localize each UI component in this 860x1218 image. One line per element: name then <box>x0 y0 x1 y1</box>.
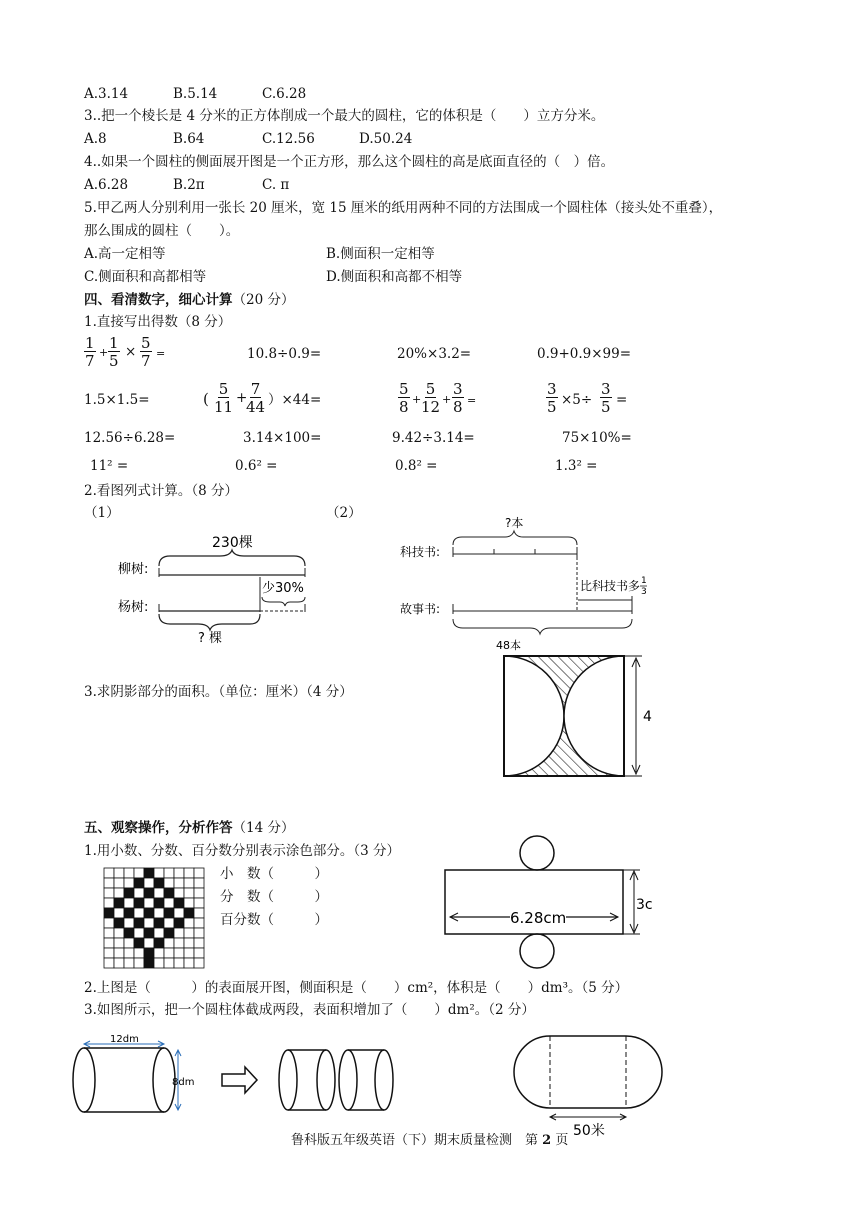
grid-cell <box>114 958 124 968</box>
numerator: 3 <box>547 380 557 398</box>
numerator: 7 <box>250 380 261 398</box>
numerator: 5 <box>425 380 436 398</box>
fig1-total-label: 230棵 <box>212 535 253 551</box>
fig2-frac-den: 3 <box>641 587 647 597</box>
fig2-segment-diagram <box>395 512 665 652</box>
op-eq: = <box>616 392 628 408</box>
grid-cell <box>114 908 124 918</box>
s4-p1-title: 1.直接写出得数（8 分） <box>84 314 232 330</box>
numerator: 3 <box>453 380 463 398</box>
grid-cell <box>104 948 114 958</box>
grid-cell <box>174 918 184 928</box>
q2-option-c: C.6.28 <box>262 86 307 102</box>
grid-cell <box>184 898 194 908</box>
denominator: 7 <box>85 352 95 370</box>
grid-cell <box>114 928 124 938</box>
grid-cell <box>134 958 144 968</box>
grid-cell <box>114 938 124 948</box>
grid-cell <box>164 918 174 928</box>
grid-cell <box>114 948 124 958</box>
grid-cell <box>184 878 194 888</box>
grid-cell <box>154 948 164 958</box>
section5-heading <box>84 822 294 836</box>
s5-p3-title: 3.如图所示，把一个圆柱体截成两段，表面积增加了（ ）dm²。（2 分） <box>84 1002 535 1018</box>
fig1-unknown-label: ? 棵 <box>198 631 223 646</box>
grid-cell <box>194 898 204 908</box>
grid-cell <box>174 948 184 958</box>
grid-cell <box>174 888 184 898</box>
grid-cell <box>184 908 194 918</box>
fig2-more-label: 比科技书多 <box>580 579 641 593</box>
fig3-dimension: 4 <box>643 709 652 725</box>
cyl-length-label: 12dm <box>110 1034 139 1045</box>
numerator: 5 <box>218 380 229 398</box>
op-eq: = <box>156 347 166 360</box>
op-times-div: ×5÷ <box>561 392 593 408</box>
grid-cell <box>124 948 134 958</box>
fraction <box>140 336 152 369</box>
net-length-label: 6.28cm <box>510 909 567 927</box>
fraction <box>600 382 612 415</box>
calc-r1c4: 0.9+0.9×99= <box>537 346 632 362</box>
grid-cell <box>134 918 144 928</box>
footer-text: 鲁科版五年级英语（下）期末质量检测 第 <box>291 1133 543 1148</box>
calc-r4c1: 11² = <box>90 458 129 474</box>
q2-option-a: A.3.14 <box>84 86 129 102</box>
q4-text: 4..如果一个圆柱的侧面展开图是一个正方形，那么这个圆柱的高是底面直径的（ ）倍。 <box>84 154 615 170</box>
grid-cell <box>184 918 194 928</box>
denominator: 5 <box>109 352 119 370</box>
grid-cell <box>194 878 204 888</box>
section5-title: 五、观察操作，分析作答 <box>84 820 233 836</box>
fraction <box>398 382 410 415</box>
grid-cell <box>124 888 134 898</box>
fraction <box>452 382 464 415</box>
grid-cell <box>104 938 114 948</box>
q5-option-c: C.侧面积和高都相等 <box>84 269 207 285</box>
denominator: 12 <box>421 398 441 416</box>
grid-cell <box>164 908 174 918</box>
grid-cell <box>114 888 124 898</box>
grid-cell <box>184 938 194 948</box>
grid-cell <box>164 898 174 908</box>
grid-cell <box>194 868 204 878</box>
fig1-segment-diagram <box>116 530 316 650</box>
section4-heading <box>84 294 294 308</box>
grid-cell <box>174 958 184 968</box>
numerator: 3 <box>601 380 611 398</box>
grid-cell <box>154 938 164 948</box>
grid-cell <box>164 888 174 898</box>
grid-cell <box>144 958 154 968</box>
grid-cell <box>194 908 204 918</box>
q5-option-a: A.高一定相等 <box>84 246 166 262</box>
grid-cell <box>174 868 184 878</box>
fig2-total-label: 48本 <box>496 639 521 652</box>
calc-r4c4: 1.3² = <box>555 458 598 474</box>
denominator: 7 <box>141 352 151 370</box>
op-plus: + <box>442 393 452 406</box>
op-eq: = <box>467 394 477 407</box>
grid-cell <box>154 868 164 878</box>
cylinder-cut-figure <box>70 1030 390 1120</box>
grid-cell <box>124 898 134 908</box>
calc-r3c2: 3.14×100= <box>243 430 322 446</box>
grid-cell <box>144 948 154 958</box>
grid-cell <box>164 938 174 948</box>
fraction <box>214 382 233 415</box>
denominator: 8 <box>399 398 409 416</box>
grid-cell <box>144 928 154 938</box>
fig2-science-label: 科技书: <box>400 545 441 559</box>
grid-cell <box>194 888 204 898</box>
grid-cell <box>104 918 114 928</box>
denominator: 8 <box>453 398 463 416</box>
q3-option-c: C.12.56 <box>262 131 315 147</box>
grid-cell <box>134 898 144 908</box>
grid-cell <box>144 898 154 908</box>
grid-cell <box>114 868 124 878</box>
page-footer <box>291 1134 568 1147</box>
fig1-less-label: 少30% <box>262 581 304 596</box>
grid-cell <box>154 898 164 908</box>
grid-cell <box>194 938 204 948</box>
grid-cell <box>124 868 134 878</box>
grid-cell <box>124 908 134 918</box>
q3-text: 3..把一个棱长是 4 分米的正方体削成一个最大的圆柱，它的体积是（ ）立方分米。 <box>84 108 605 124</box>
denominator: 44 <box>246 398 266 416</box>
section4-score: （20 分） <box>232 292 295 308</box>
page-number: 2 <box>542 1133 552 1148</box>
grid-cell <box>114 918 124 928</box>
grid-cell <box>184 888 194 898</box>
numerator: 1 <box>109 334 119 352</box>
calc-r3c4: 75×10%= <box>562 430 632 446</box>
grid-cell <box>184 948 194 958</box>
section5-score: （14 分） <box>232 820 295 836</box>
decimal-label: 小 数（ ） <box>220 866 328 882</box>
q5-line1: 5.甲乙两人分别利用一张长 20 厘米，宽 15 厘米的纸用两种不同的方法围成一个圆柱体（接头处不重叠）， <box>84 200 723 216</box>
grid-cell <box>144 918 154 928</box>
grid-cell <box>124 938 134 948</box>
grid-cell <box>134 948 144 958</box>
fig2-frac-num: 1 <box>641 576 647 586</box>
op-plus: + <box>236 390 248 406</box>
calc-r3c1: 12.56÷6.28= <box>84 430 176 446</box>
grid-cell <box>154 918 164 928</box>
q4-option-c: C. π <box>262 177 290 193</box>
numerator: 5 <box>399 380 409 398</box>
grid-cell <box>104 868 114 878</box>
grid-cell <box>104 898 114 908</box>
grid-cell <box>154 888 164 898</box>
grid-cell <box>184 928 194 938</box>
fraction <box>108 336 120 369</box>
fig1-willow-label: 柳树: <box>118 562 149 577</box>
grid-cell <box>144 868 154 878</box>
fig1-label: （1） <box>84 505 120 521</box>
percent-label: 百分数（ ） <box>220 912 328 928</box>
footer-suffix: 页 <box>551 1133 569 1148</box>
grid-cell <box>154 928 164 938</box>
s4-p2-title: 2.看图列式计算。（8 分） <box>84 483 239 499</box>
grid-cell <box>184 958 194 968</box>
grid-cell <box>144 888 154 898</box>
paren-right: ）×44= <box>268 392 322 408</box>
denominator: 11 <box>214 398 234 416</box>
q3-option-d: D.50.24 <box>359 131 413 147</box>
grid-cell <box>184 868 194 878</box>
track-width-label: 50米 <box>573 1123 605 1139</box>
cylinder-net <box>440 830 660 980</box>
fraction-label: 分 数（ ） <box>220 889 328 905</box>
grid-cell <box>144 878 154 888</box>
shaded-grid <box>104 868 204 968</box>
q3-option-b: B.64 <box>173 131 205 147</box>
q5-option-d: D.侧面积和高都不相等 <box>326 269 463 285</box>
denominator: 5 <box>547 398 557 416</box>
grid-cell <box>104 888 114 898</box>
section4-title: 四、看清数字，细心计算 <box>84 292 233 308</box>
q5-line2: 那么围成的圆柱（ ）。 <box>84 223 240 239</box>
q4-option-a: A.6.28 <box>84 177 129 193</box>
fig1-poplar-label: 杨树: <box>118 600 149 615</box>
fraction <box>246 382 265 415</box>
grid-cell <box>124 878 134 888</box>
grid-cell <box>194 958 204 968</box>
q3-option-a: A.8 <box>84 131 107 147</box>
grid-cell <box>114 898 124 908</box>
net-height-label: 3c <box>636 897 653 913</box>
op-plus: + <box>412 393 422 406</box>
grid-cell <box>154 908 164 918</box>
grid-cell <box>134 928 144 938</box>
paren-left: ( <box>203 390 209 408</box>
calc-r2c1: 1.5×1.5= <box>84 392 150 408</box>
q5-option-b: B.侧面积一定相等 <box>326 246 435 262</box>
calc-r4c2: 0.6² = <box>235 458 278 474</box>
fig2-story-label: 故事书: <box>400 602 441 616</box>
s5-p2-title: 2.上图是（ ）的表面展开图，侧面积是（ ）cm²，体积是（ ）dm³。（5 分） <box>84 980 629 996</box>
fraction <box>84 336 96 369</box>
s5-p1-title: 1.用小数、分数、百分数分别表示涂色部分。（3 分） <box>84 843 401 859</box>
grid-cell <box>174 938 184 948</box>
calc-r4c3: 0.8² = <box>395 458 438 474</box>
grid-cell <box>194 928 204 938</box>
grid-cell <box>124 928 134 938</box>
grid-cell <box>134 938 144 948</box>
q2-option-b: B.5.14 <box>173 86 218 102</box>
grid-cell <box>174 878 184 888</box>
grid-cell <box>134 908 144 918</box>
grid-cell <box>104 878 114 888</box>
running-track-figure <box>512 1030 672 1140</box>
numerator: 1 <box>85 334 95 352</box>
grid-cell <box>144 908 154 918</box>
grid-cell <box>104 908 114 918</box>
calc-r1c3: 20%×3.2= <box>397 346 472 362</box>
grid-cell <box>134 868 144 878</box>
grid-cell <box>124 918 134 928</box>
grid-cell <box>144 938 154 948</box>
grid-cell <box>124 958 134 968</box>
grid-cell <box>104 958 114 968</box>
grid-cell <box>164 868 174 878</box>
grid-cell <box>164 948 174 958</box>
calc-r1c2: 10.8÷0.9= <box>247 346 322 362</box>
grid-cell <box>164 958 174 968</box>
fraction <box>421 382 440 415</box>
grid-cell <box>154 878 164 888</box>
grid-cell <box>104 928 114 938</box>
cyl-diameter-label: 8dm <box>172 1077 195 1088</box>
grid-cell <box>194 948 204 958</box>
fig3-shaded-figure <box>498 652 658 782</box>
q4-option-b: B.2π <box>173 177 205 193</box>
op-plus: + <box>99 346 109 359</box>
grid-cell <box>114 878 124 888</box>
grid-cell <box>174 928 184 938</box>
fraction <box>546 382 558 415</box>
denominator: 5 <box>601 398 611 416</box>
grid-cell <box>134 878 144 888</box>
grid-cell <box>194 918 204 928</box>
fig2-label: （2） <box>326 505 362 521</box>
grid-cell <box>174 908 184 918</box>
grid-cell <box>164 878 174 888</box>
grid-cell <box>154 958 164 968</box>
fig2-unknown-label: ?本 <box>505 516 524 530</box>
numerator: 5 <box>141 334 151 352</box>
grid-cell <box>134 888 144 898</box>
grid-cell <box>164 928 174 938</box>
s4-p3-title: 3.求阴影部分的面积。（单位：厘米）（4 分） <box>84 684 353 700</box>
calc-r3c3: 9.42÷3.14= <box>392 430 475 446</box>
grid-cell <box>174 898 184 908</box>
op-times: × <box>125 344 137 360</box>
